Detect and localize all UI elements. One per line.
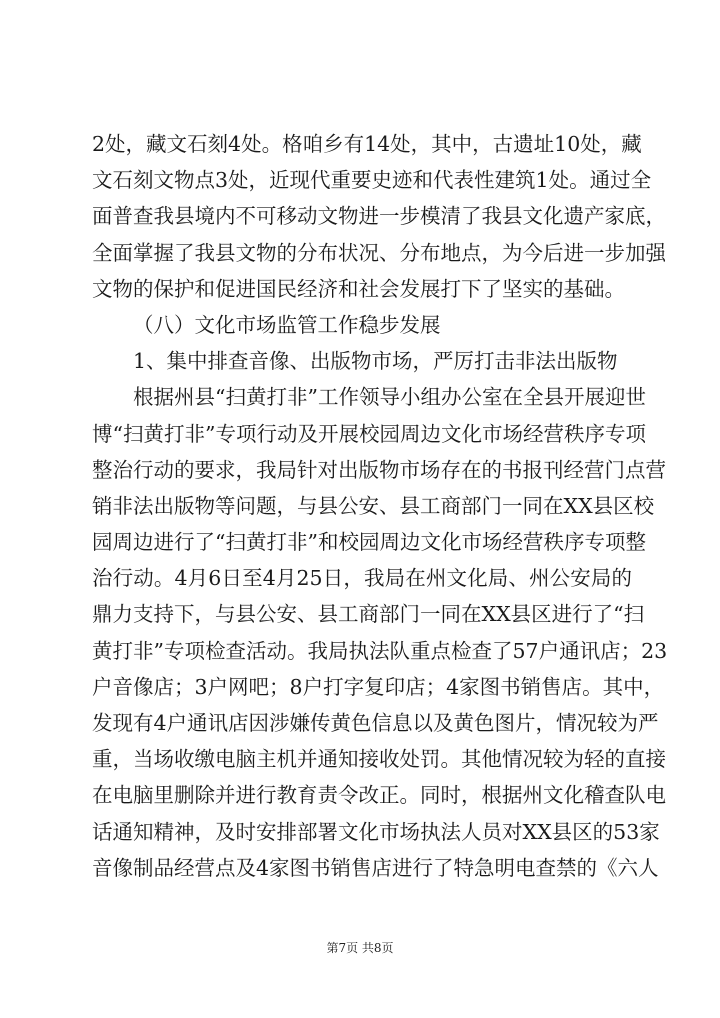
- paragraph-line: 园周边进行了“扫黄打非”和校园周边文化市场经营秩序专项整: [92, 530, 646, 555]
- paragraph-line: 整治行动的要求，我局针对出版物市场存在的书报刊经营门点营: [92, 457, 666, 482]
- paragraph-line: 发现有4户通讯店因涉嫌传黄色信息以及黄色图片，情况较为严: [92, 711, 659, 735]
- paragraph-line: 文石刻文物点3处，近现代重要史迹和代表性建筑1处。通过全: [92, 168, 652, 193]
- paragraph-line: 文物的保护和促进国民经济和社会发展打下了坚实的基础。: [92, 276, 625, 301]
- paragraph-line: 鼎力支持下，与县公安、县工商部门一同在XX县区进行了“扫: [92, 602, 645, 627]
- section-heading: （八）文化市场监管工作稳步发展: [133, 312, 441, 337]
- subsection-heading: 1、集中排查音像、出版物市场，严厉打击非法出版物: [133, 349, 618, 374]
- page-footer: 第7页 共8页: [326, 941, 394, 955]
- paragraph-line: 全面掌握了我县文物的分布状况、分布地点，为今后进一步加强: [92, 240, 666, 265]
- paragraph-line: 黄打非”专项检查活动。我局执法队重点检查了57户通讯店；23: [92, 638, 668, 663]
- paragraph-line: 治行动。4月6日至4月25日，我局在州文化局、州公安局的: [92, 566, 632, 591]
- paragraph-line: 根据州县“扫黄打非”工作领导小组办公室在全县开展迎世: [133, 385, 646, 410]
- paragraph-line: 户音像店；3户网吧；8户打字复印店；4家图书销售店。其中，: [92, 674, 665, 699]
- paragraph-line: 话通知精神，及时安排部署文化市场执法人员对XX县区的53家: [92, 819, 660, 844]
- paragraph-line: 2处，藏文石刻4处。格咱乡有14处，其中，古遗址10处，藏: [92, 132, 642, 156]
- paragraph-line: 重，当场收缴电脑主机并通知接收处罚。其他情况较为轻的直接: [92, 747, 666, 772]
- body-text: [92, 126, 668, 886]
- paragraph-line: 在电脑里删除并进行教育责令改正。同时，根据州文化稽查队电: [92, 783, 666, 808]
- paragraph-line: 音像制品经营点及4家图书销售店进行了特急明电查禁的《六人: [92, 855, 659, 880]
- paragraph-line: 博“扫黄打非”专项行动及开展校园周边文化市场经营秩序专项: [92, 421, 646, 446]
- paragraph-line: 面普查我县境内不可移动文物进一步模清了我县文化遗产家底，: [92, 204, 666, 229]
- paragraph-line: 销非法出版物等问题，与县公安、县工商部门一同在XX县区校: [92, 493, 655, 518]
